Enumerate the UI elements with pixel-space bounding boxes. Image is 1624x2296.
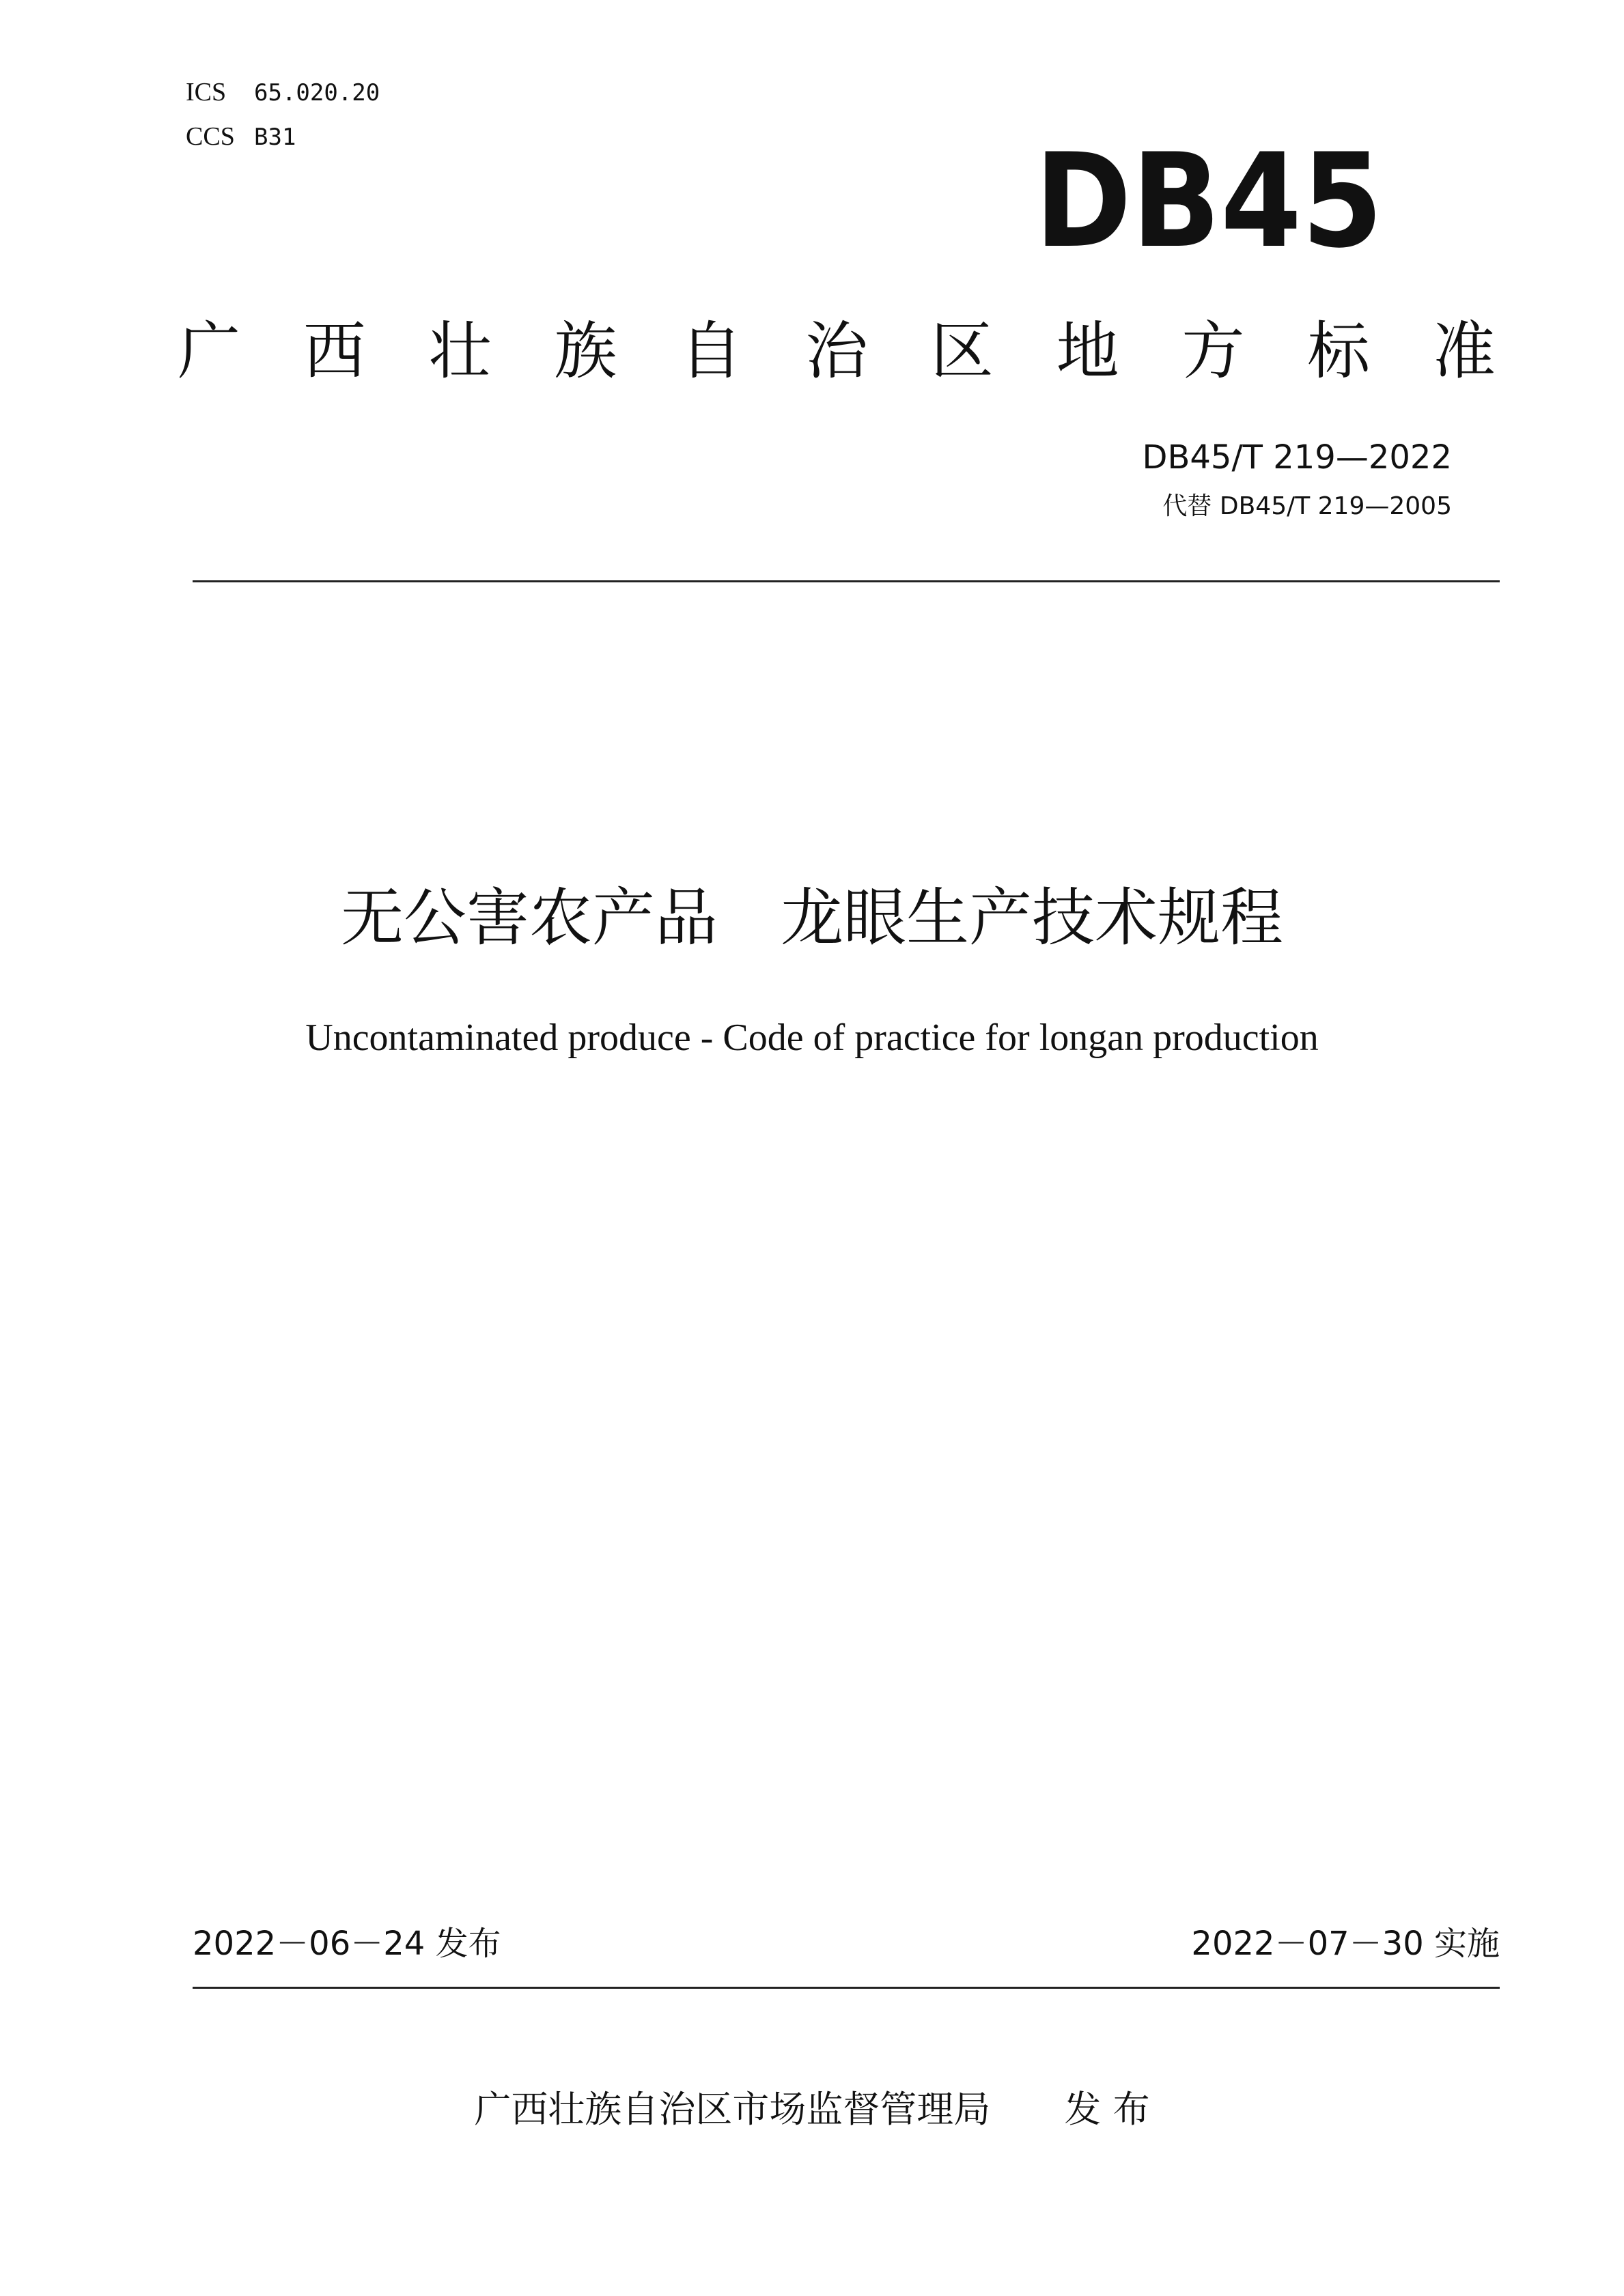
- issue-date: 2022－06－24 发布: [193, 1925, 501, 1963]
- ccs-code: [186, 119, 296, 154]
- standard-kind-char: 广: [178, 315, 241, 388]
- standard-kind-char: 治: [804, 315, 868, 388]
- ccs-value: B31: [254, 124, 296, 151]
- standard-kind-char: 壮: [428, 315, 492, 388]
- standard-kind-char: 标: [1307, 315, 1371, 388]
- top-divider: [193, 580, 1500, 582]
- db45-logo: [1035, 143, 1390, 259]
- replaces-standard: 代替 DB45/T 219—2005: [1162, 492, 1452, 520]
- standard-number: DB45/T 219—2022: [1142, 438, 1452, 477]
- ics-label: ICS: [186, 78, 227, 107]
- standard-kind-char: 准: [1432, 315, 1496, 388]
- standard-kind-char: 方: [1181, 315, 1245, 388]
- standard-kind-char: 自: [680, 315, 743, 388]
- standard-kind-char: 区: [930, 315, 994, 388]
- publisher: 广西壮族自治区市场监督管理局 发 布: [474, 2088, 1150, 2131]
- ics-code: [186, 75, 380, 109]
- standard-kind-title: [178, 311, 1496, 393]
- document-title-chinese: 无公害农产品 龙眼生产技术规程: [340, 881, 1283, 954]
- ccs-label: CCS: [186, 122, 235, 151]
- db45-logo-text: DB45: [1035, 143, 1383, 259]
- implementation-date: 2022－07－30 实施: [1191, 1925, 1500, 1963]
- bottom-divider: [193, 1987, 1500, 1989]
- standard-kind-char: 地: [1056, 315, 1119, 388]
- standard-kind-char: 族: [554, 315, 617, 388]
- ics-value: 65.020.20: [254, 79, 380, 107]
- document-title-english: Uncontaminated produce - Code of practice for longan production: [305, 1017, 1319, 1059]
- standard-kind-char: 西: [303, 315, 366, 388]
